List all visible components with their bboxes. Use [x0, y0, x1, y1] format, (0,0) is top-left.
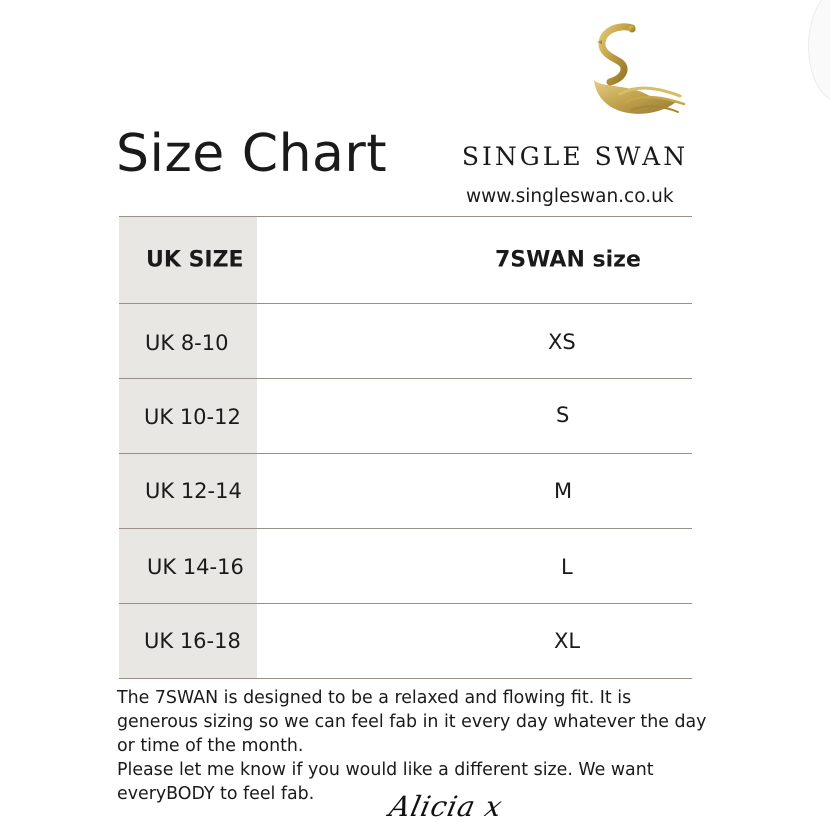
fit-description: The 7SWAN is designed to be a relaxed and flowing fit. It is generous sizing so we can feel fab in it every day whatever the day or time of the month.	[117, 688, 707, 756]
header-uk-size: UK SIZE	[146, 247, 244, 273]
table-divider	[119, 453, 692, 454]
uk-size-cell: UK 16-18	[144, 629, 241, 653]
swan-size-cell: XS	[548, 330, 576, 354]
swan-size-cell: S	[556, 403, 570, 427]
table-divider	[119, 378, 692, 379]
website-link[interactable]: www.singleswan.co.uk	[466, 186, 674, 207]
table-divider	[119, 528, 692, 529]
signature: Alicia x	[386, 790, 506, 823]
uk-size-cell: UK 14-16	[147, 555, 244, 579]
swan-icon	[580, 20, 692, 130]
brand-name: SINGLE SWAN	[461, 142, 689, 171]
table-divider	[119, 603, 692, 604]
uk-size-column-shade	[119, 216, 257, 679]
page-title: Size Chart	[116, 124, 388, 184]
fit-notes	[117, 686, 717, 806]
table-divider	[119, 678, 692, 679]
swan-size-cell: L	[561, 555, 573, 579]
swan-size-cell: M	[554, 479, 573, 503]
uk-size-cell: UK 8-10	[145, 331, 229, 355]
uk-size-cell: UK 10-12	[144, 405, 241, 429]
table-divider	[119, 303, 692, 304]
corner-decoration	[808, 0, 830, 102]
header-7swan-size: 7SWAN size	[495, 247, 641, 273]
swan-size-cell: XL	[554, 629, 581, 653]
table-divider	[119, 216, 692, 217]
size-table	[119, 216, 692, 679]
size-request-note: Please let me know if you would like a different size. We want everyBODY to feel fab.	[117, 760, 654, 804]
uk-size-cell: UK 12-14	[145, 479, 242, 503]
